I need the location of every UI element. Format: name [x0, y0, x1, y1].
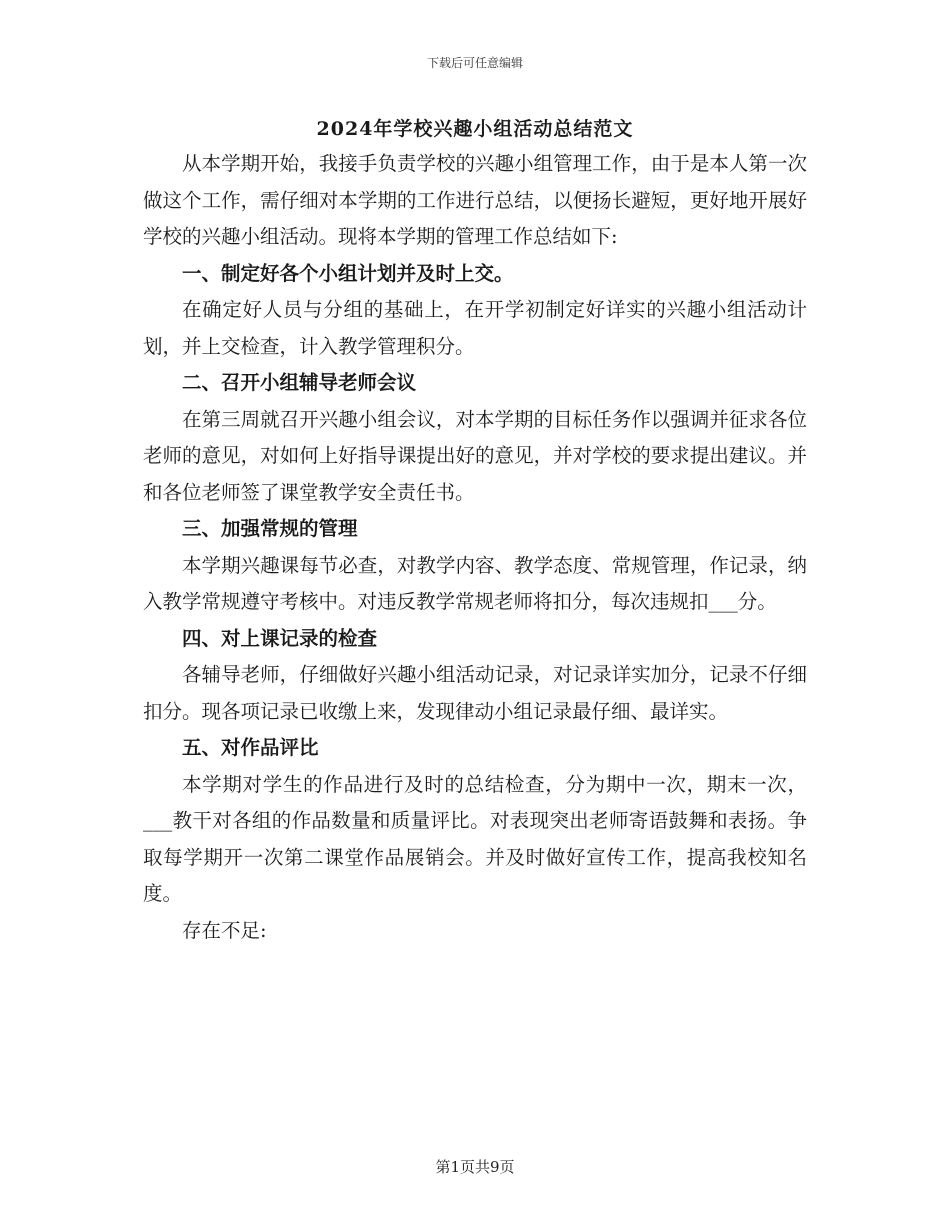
paragraph-section-3: 本学期兴趣课每节必查，对教学内容、教学态度、常规管理，作记录，纳入教学常规遵守考核中。对违反教学常规老师将扣分，每次违规扣___分。 — [143, 553, 807, 613]
section-heading-2: 二、召开小组辅导老师会议 — [182, 371, 417, 394]
paragraph-intro: 从本学期开始，我接手负责学校的兴趣小组管理工作，由于是本人第一次做这个工作，需仔细对本学期的工作进行总结，以便扬长避短，更好地开展好学校的兴趣小组活动。现将本学期的管理工作总结如下: — [143, 152, 807, 248]
document-body — [143, 146, 807, 949]
paragraph-shortcomings: 存在不足: — [182, 918, 267, 942]
section-heading-3: 三、加强常规的管理 — [182, 517, 358, 540]
section-heading-5: 五、对作品评比 — [182, 736, 319, 759]
section-heading-4: 四、对上课记录的检查 — [182, 626, 378, 650]
paragraph-section-4: 各辅导老师，仔细做好兴趣小组活动记录，对记录详实加分，记录不仔细扣分。现各项记录已收缴上来，发现律动小组记录最仔细、最详实。 — [143, 663, 807, 723]
page-number: 第1页共9页 — [435, 1158, 515, 1176]
document-title: 2024年学校兴趣小组活动总结范文 — [316, 118, 634, 140]
paragraph-section-5: 本学期对学生的作品进行及时的总结检查，分为期中一次，期末一次，___教干对各组的作品数量和质量评比。对表现突出老师寄语鼓舞和表扬。争取每学期开一次第二课堂作品展销会。并及时做好宣传工作，提高我校知名度。 — [143, 772, 807, 905]
page-header-note: 下载后可任意编辑 — [426, 56, 523, 70]
section-heading-1: 一、制定好各个小组计划并及时上交。 — [182, 261, 514, 285]
paragraph-section-2: 在第三周就召开兴趣小组会议，对本学期的目标任务作以强调并征求各位老师的意见，对如何上好指导课提出好的意见，并对学校的要求提出建议。并和各位老师签了课堂教学安全责任书。 — [143, 407, 807, 504]
paragraph-section-1: 在确定好人员与分组的基础上，在开学初制定好详实的兴趣小组活动计划，并上交检查，计入教学管理积分。 — [143, 298, 807, 358]
